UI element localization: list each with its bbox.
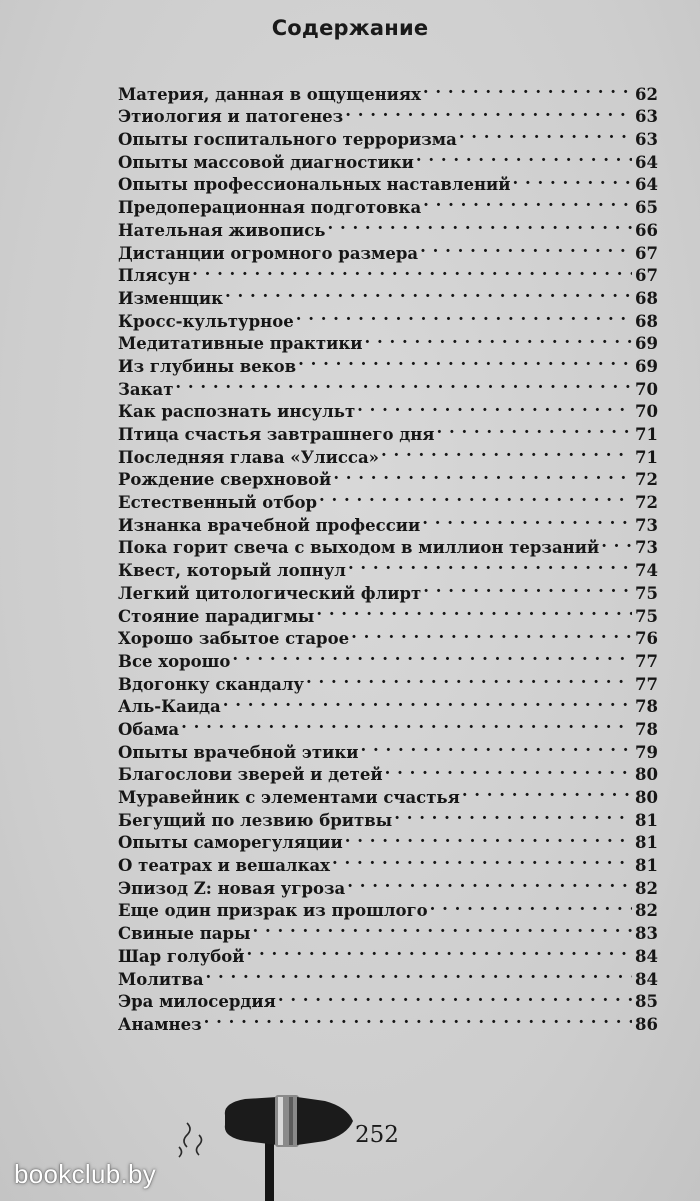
dot-leader xyxy=(345,826,632,849)
toc-entry-title: Эпизод Z: новая угроза xyxy=(118,878,346,898)
dot-leader xyxy=(345,100,632,123)
toc-entry-title: Опыты саморегуляции xyxy=(118,833,343,853)
dot-leader xyxy=(513,168,632,191)
dot-leader xyxy=(192,259,632,282)
toc-entry-title: Аль-Каида xyxy=(118,697,221,717)
toc-entry xyxy=(118,259,658,286)
toc-entry-page: 72 xyxy=(635,470,658,490)
toc-entry-title: Квест, который лопнул xyxy=(118,561,346,581)
toc-entry-page: 73 xyxy=(635,538,658,558)
dot-leader xyxy=(175,372,632,395)
page-title: Содержание xyxy=(271,16,429,40)
dot-leader xyxy=(416,145,632,168)
toc-entry-page: 67 xyxy=(635,266,658,286)
dot-leader xyxy=(601,531,632,554)
toc-entry-page: 66 xyxy=(635,220,658,240)
dot-leader xyxy=(365,327,632,350)
dot-leader xyxy=(278,985,632,1008)
dot-leader xyxy=(357,395,632,418)
toc-entry-title: Плясун xyxy=(118,266,191,286)
toc-entry-title: Все хорошо xyxy=(118,651,231,671)
toc-entry-page: 83 xyxy=(635,924,658,944)
toc-entry-page: 75 xyxy=(635,606,658,626)
toc-entry-title: Обама xyxy=(118,719,180,739)
toc-entry-page: 79 xyxy=(635,742,658,762)
toc-entry-page: 85 xyxy=(635,992,658,1012)
dot-leader xyxy=(462,780,632,803)
toc-entry-title: Этиология и патогенез xyxy=(118,107,344,127)
toc-entry-page: 63 xyxy=(635,107,658,127)
toc-entry-page: 84 xyxy=(635,946,658,966)
toc-entry-title: Эра милосердия xyxy=(118,992,276,1012)
reflex-hammer-icon xyxy=(165,1085,365,1201)
toc-entry-title: Опыты профессиональных наставлений xyxy=(118,175,511,195)
toc-entry-page: 86 xyxy=(635,1014,658,1034)
toc-entry-page: 77 xyxy=(635,651,658,671)
toc-entry xyxy=(118,77,658,104)
toc-entry xyxy=(118,372,658,399)
dot-leader xyxy=(206,962,632,985)
toc-entry-page: 77 xyxy=(635,674,658,694)
toc-entry-title: О театрах и вешалках xyxy=(118,856,331,876)
toc-entry-title: Как распознать инсульт xyxy=(118,402,356,422)
toc-entry-title: Из глубины веков xyxy=(118,356,297,376)
toc-entry-page: 80 xyxy=(635,765,658,785)
toc-entry-page: 81 xyxy=(635,833,658,853)
toc-entry xyxy=(118,712,658,739)
dot-leader xyxy=(332,848,632,871)
dot-leader xyxy=(253,916,632,939)
dot-leader xyxy=(298,349,632,372)
toc-entry-page: 64 xyxy=(635,152,658,172)
toc-entry-page: 74 xyxy=(635,561,658,581)
dot-leader xyxy=(327,213,632,236)
toc-entry-title: Дистанции огромного размера xyxy=(118,243,419,263)
toc-entry-page: 69 xyxy=(635,334,658,354)
toc-entry-page: 62 xyxy=(635,84,658,104)
toc-entry-page: 81 xyxy=(635,856,658,876)
page-number: 252 xyxy=(355,1122,399,1148)
toc-entry-page: 82 xyxy=(635,901,658,921)
table-of-contents xyxy=(118,77,658,1034)
toc-entry-title: Муравейник с элементами счастья xyxy=(118,788,460,807)
dot-leader xyxy=(423,576,632,599)
watermark: bookclub.by xyxy=(14,1159,157,1189)
dot-leader xyxy=(223,690,632,713)
dot-leader xyxy=(347,871,632,894)
dot-leader xyxy=(351,622,632,645)
dot-leader xyxy=(423,77,632,100)
toc-entry-title: Стояние парадигмы xyxy=(118,606,315,626)
dot-leader xyxy=(246,939,632,962)
toc-entry-title: Благослови зверей и детей xyxy=(118,765,383,785)
toc-entry-title: Изнанка врачебной профессии xyxy=(118,515,421,535)
toc-entry-page: 80 xyxy=(635,788,658,807)
toc-entry-title: Бегущий по лезвию бритвы xyxy=(118,810,393,830)
toc-entry-page: 68 xyxy=(635,288,658,308)
dot-leader xyxy=(333,463,632,486)
toc-entry-page: 75 xyxy=(635,583,658,603)
toc-entry-title: Опыты госпитального терроризма xyxy=(118,130,457,150)
toc-entry xyxy=(118,735,658,762)
dot-leader xyxy=(420,236,632,259)
toc-entry-title: Последняя глава «Улисса» xyxy=(118,447,379,467)
toc-entry-title: Хорошо забытое старое xyxy=(118,629,350,649)
toc-entry-title: Опыты массовой диагностики xyxy=(118,152,414,172)
dot-leader xyxy=(436,417,632,440)
dot-leader xyxy=(394,803,632,826)
toc-entry-page: 71 xyxy=(635,447,658,467)
toc-entry-title: Шар голубой xyxy=(118,946,245,966)
toc-entry-page: 73 xyxy=(635,515,658,535)
toc-entry-page: 72 xyxy=(635,493,658,513)
toc-entry-title: Легкий цитологический флирт xyxy=(118,583,422,603)
dot-leader xyxy=(181,712,632,735)
toc-entry-title: Еще один призрак из прошлого xyxy=(118,901,428,921)
toc-entry-page: 67 xyxy=(635,243,658,263)
dot-leader xyxy=(348,553,632,576)
dot-leader xyxy=(316,599,632,622)
dot-leader xyxy=(361,735,633,758)
toc-entry-title: Рождение сверхновой xyxy=(118,470,332,490)
toc-entry-page: 71 xyxy=(635,425,658,444)
toc-entry-title: Материя, данная в ощущениях xyxy=(118,84,421,104)
dot-leader xyxy=(385,758,632,781)
toc-entry-title: Птица счастья завтрашнего дня xyxy=(118,425,435,444)
toc-entry-title: Молитва xyxy=(118,969,204,989)
toc-entry-title: Опыты врачебной этики xyxy=(118,742,359,762)
dot-leader xyxy=(422,508,632,531)
dot-leader xyxy=(204,1007,632,1030)
toc-entry-page: 78 xyxy=(635,697,658,717)
toc-entry-title: Предоперационная подготовка xyxy=(118,198,422,218)
toc-entry-title: Медитативные практики xyxy=(118,334,363,354)
toc-entry-title: Свиные пары xyxy=(118,924,251,944)
toc-entry-title: Естественный отбор xyxy=(118,493,318,513)
dot-leader xyxy=(296,304,632,327)
toc-entry-page: 78 xyxy=(635,719,658,739)
toc-entry-page: 70 xyxy=(635,402,658,422)
toc-entry-title: Кросс-культурное xyxy=(118,311,294,331)
toc-entry xyxy=(118,395,658,422)
toc-entry-page: 82 xyxy=(635,878,658,898)
dot-leader xyxy=(306,667,632,690)
toc-entry-page: 81 xyxy=(635,810,658,830)
toc-entry-title: Пока горит свеча с выходом в миллион терзаний xyxy=(118,538,600,558)
toc-entry-title: Закат xyxy=(118,379,174,399)
toc-entry-page: 76 xyxy=(635,629,658,649)
toc-entry-page: 64 xyxy=(635,175,658,195)
dot-leader xyxy=(430,894,632,917)
toc-entry-page: 65 xyxy=(635,198,658,218)
dot-leader xyxy=(381,440,632,463)
toc-entry-page: 68 xyxy=(635,311,658,331)
toc-entry-title: Анамнез xyxy=(118,1014,202,1034)
dot-leader xyxy=(225,281,632,304)
dot-leader xyxy=(319,485,632,508)
dot-leader xyxy=(423,190,632,213)
toc-entry-title: Нательная живопись xyxy=(118,220,326,240)
toc-entry-title: Вдогонку скандалу xyxy=(118,674,304,694)
dot-leader xyxy=(459,122,632,145)
toc-entry-page: 70 xyxy=(635,379,658,399)
toc-entry-title: Изменщик xyxy=(118,288,224,308)
toc-entry xyxy=(118,281,658,308)
toc-entry-page: 63 xyxy=(635,130,658,150)
toc-entry-page: 84 xyxy=(635,969,658,989)
dot-leader xyxy=(232,644,632,667)
toc-entry-page: 69 xyxy=(635,356,658,376)
